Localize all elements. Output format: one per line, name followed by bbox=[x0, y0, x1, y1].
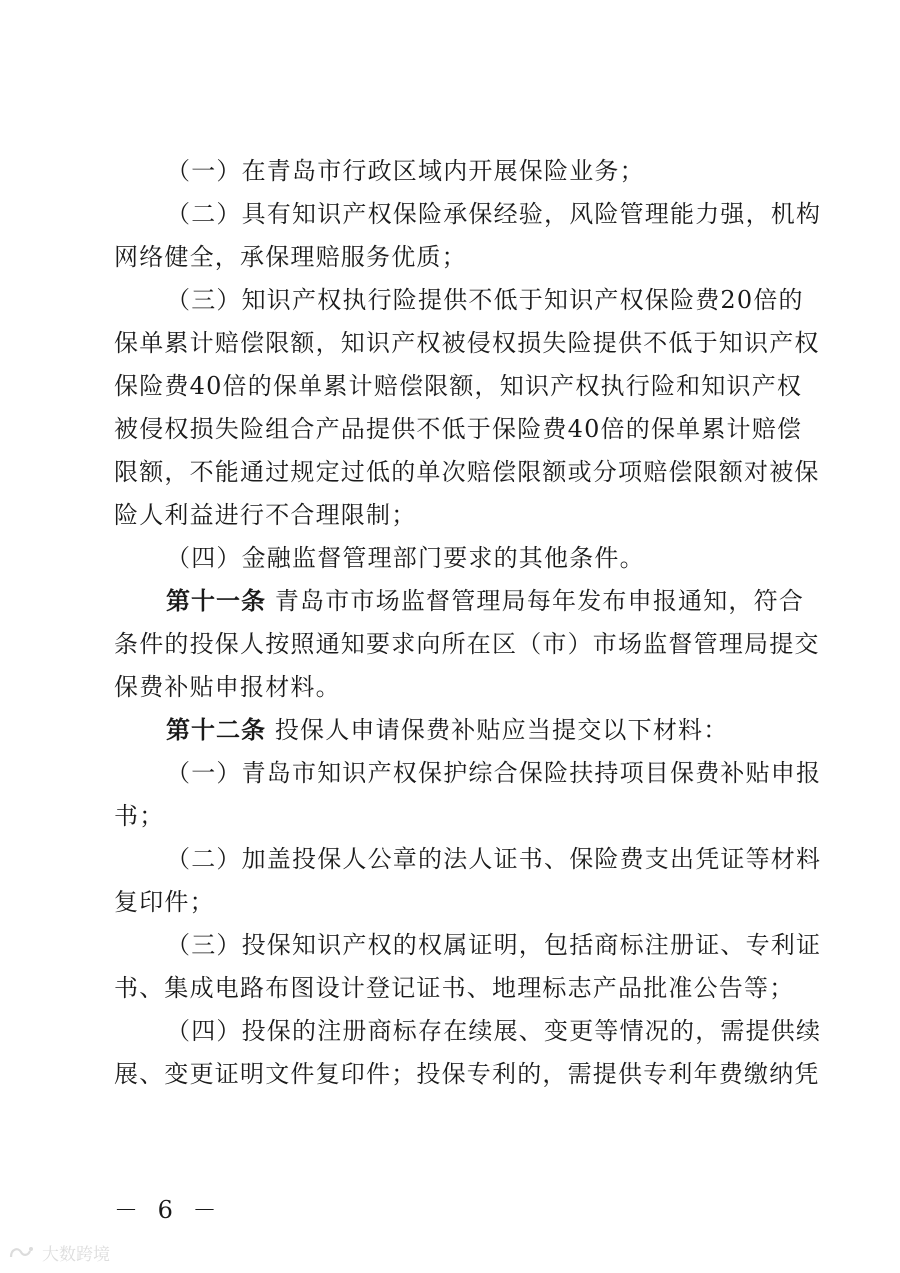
line-text: （一）在青岛市行政区域内开展保险业务； bbox=[166, 157, 645, 185]
line-text: 被侵权损失险组合产品提供不低于保险费40倍的保单累计赔偿 bbox=[114, 415, 803, 443]
line-text: 条件的投保人按照通知要求向所在区（市）市场监督管理局提交 bbox=[114, 630, 820, 658]
watermark-logo-icon bbox=[8, 1243, 36, 1263]
text-line bbox=[114, 322, 820, 365]
text-line bbox=[114, 494, 794, 537]
line-text: （四）金融监督管理部门要求的其他条件。 bbox=[166, 544, 645, 572]
article-title: 第十一条 bbox=[166, 587, 266, 615]
line-text: 书、集成电路布图设计登记证书、地理标志产品批准公告等； bbox=[114, 974, 795, 1002]
text-line bbox=[114, 666, 794, 709]
line-text: 保费补贴申报材料。 bbox=[114, 673, 341, 701]
line-text: 青岛市市场监督管理局每年发布申报通知，符合 bbox=[266, 587, 805, 615]
text-line bbox=[114, 752, 822, 795]
text-line bbox=[114, 967, 794, 1010]
text-line bbox=[114, 537, 794, 580]
line-text: 复印件； bbox=[114, 888, 215, 916]
text-line bbox=[114, 365, 803, 408]
text-line bbox=[114, 924, 822, 967]
article-title: 第十二条 bbox=[166, 716, 266, 744]
text-line bbox=[114, 580, 805, 623]
text-line bbox=[114, 795, 794, 838]
text-line bbox=[114, 408, 803, 451]
watermark-text: 大数跨境 bbox=[42, 1245, 110, 1265]
text-line bbox=[114, 451, 820, 494]
line-text: 投保人申请保费补贴应当提交以下材料： bbox=[266, 716, 729, 744]
text-line bbox=[114, 193, 822, 236]
line-text: 限额，不能通过规定过低的单次赔偿限额或分项赔偿限额对被保 bbox=[114, 458, 820, 486]
line-text: 险人利益进行不合理限制； bbox=[114, 501, 417, 529]
line-text: 网络健全，承保理赔服务优质； bbox=[114, 243, 467, 271]
line-text: 书； bbox=[114, 802, 165, 830]
line-text: （二）具有知识产权保险承保经验，风险管理能力强，机构 bbox=[166, 200, 822, 228]
text-line bbox=[114, 881, 794, 924]
text-line bbox=[114, 236, 794, 279]
text-line bbox=[114, 150, 794, 193]
line-text: 保单累计赔偿限额，知识产权被侵权损失险提供不低于知识产权 bbox=[114, 329, 820, 357]
text-line bbox=[114, 1010, 822, 1053]
line-text: （二）加盖投保人公章的法人证书、保险费支出凭证等材料 bbox=[166, 845, 822, 873]
line-text: （三）投保知识产权的权属证明，包括商标注册证、专利证 bbox=[166, 931, 822, 959]
text-line bbox=[114, 623, 820, 666]
page-number: － 6 － bbox=[114, 1196, 223, 1224]
line-text: （一）青岛市知识产权保护综合保险扶持项目保费补贴申报 bbox=[166, 759, 822, 787]
line-text: （四）投保的注册商标存在续展、变更等情况的，需提供续 bbox=[166, 1017, 822, 1045]
line-text: （三）知识产权执行险提供不低于知识产权保险费20倍的 bbox=[166, 286, 804, 314]
line-text: 保险费40倍的保单累计赔偿限额，知识产权执行险和知识产权 bbox=[114, 372, 803, 400]
text-line bbox=[114, 1053, 820, 1096]
watermark bbox=[8, 1240, 110, 1265]
line-text: 展、变更证明文件复印件；投保专利的，需提供专利年费缴纳凭 bbox=[114, 1060, 820, 1088]
text-line bbox=[114, 838, 822, 881]
text-line bbox=[114, 279, 804, 322]
text-line bbox=[114, 709, 794, 752]
document-body bbox=[114, 150, 822, 1096]
